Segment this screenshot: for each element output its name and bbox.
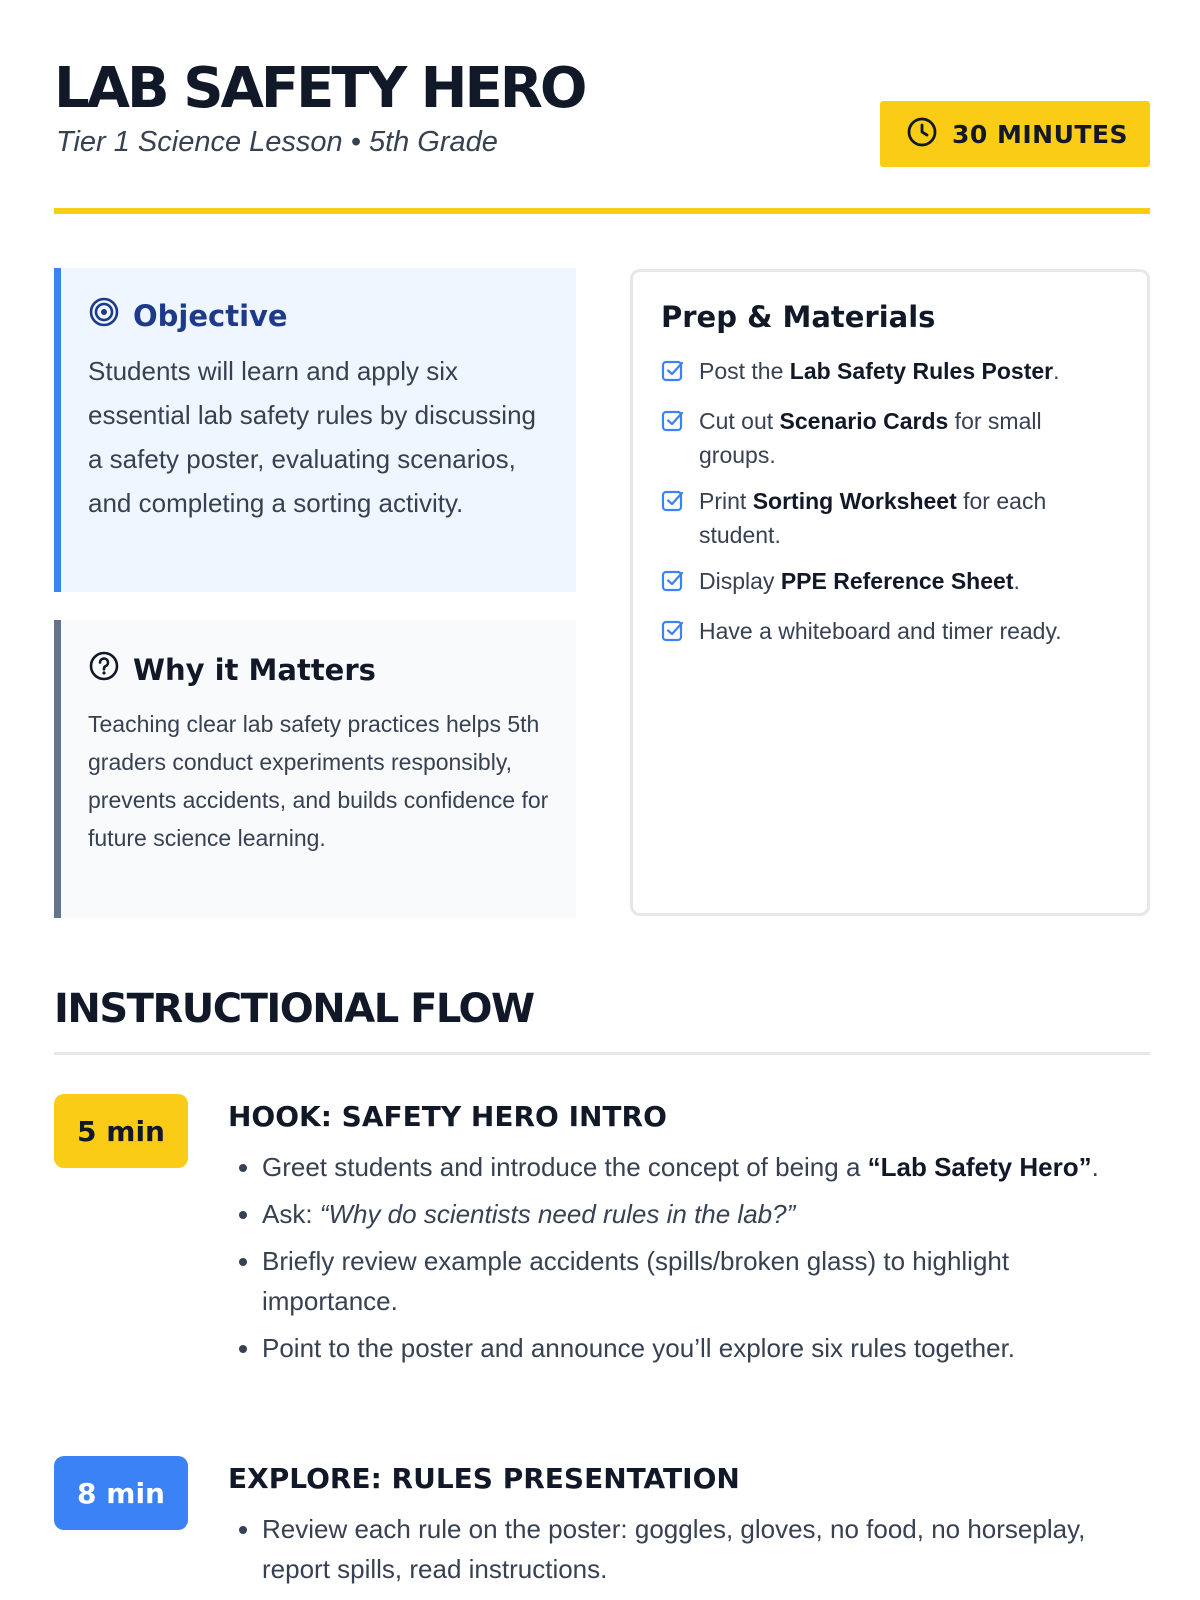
duration-label: 30 MINUTES <box>952 119 1129 149</box>
objective-card <box>54 268 576 592</box>
prep-item-text: Post the Lab Safety Rules Poster. <box>699 358 1060 384</box>
checkbox-checked-icon <box>661 618 687 652</box>
checkbox-checked-icon <box>661 408 687 472</box>
prep-heading: Prep & Materials <box>661 300 936 334</box>
clock-icon <box>906 116 938 153</box>
prep-materials-card <box>630 269 1150 916</box>
question-circle-icon <box>88 650 120 689</box>
prep-list <box>661 354 1119 652</box>
step-title: EXPLORE: RULES PRESENTATION <box>228 1462 740 1495</box>
prep-item-text: Print Sorting Worksheet for each student. <box>699 488 1047 548</box>
prep-item <box>661 354 1119 392</box>
header-divider <box>54 208 1150 214</box>
prep-item <box>661 484 1119 552</box>
instructional-flow-heading: INSTRUCTIONAL FLOW <box>54 986 534 1032</box>
why-heading-text: Why it Matters <box>133 652 376 687</box>
step-bullet: • Review each rule on the poster: goggles, gloves, no food, no horseplay, report spills, read instructions. <box>262 1509 1128 1589</box>
prep-item-text: Have a whiteboard and timer ready. <box>699 618 1062 644</box>
why-heading <box>88 650 550 689</box>
checkbox-checked-icon <box>661 568 687 602</box>
prep-item <box>661 564 1119 602</box>
checkbox-checked-icon <box>661 358 687 392</box>
page-subtitle: Tier 1 Science Lesson • 5th Grade <box>56 126 498 158</box>
step-bullets <box>228 1147 1128 1368</box>
why-it-matters-card <box>54 620 576 918</box>
step-bullet: • Briefly review example accidents (spills/broken glass) to highlight importance. <box>262 1241 1128 1321</box>
objective-body: Students will learn and apply six essential lab safety rules by discussing a safety poster, evaluating scenarios, and completing a sorting activity. <box>88 356 537 518</box>
checkbox-checked-icon <box>661 488 687 552</box>
page-title: LAB SAFETY HERO <box>54 56 585 121</box>
step-bullet: • Ask: “Why do scientists need rules in the lab?” <box>262 1194 1128 1234</box>
prep-item-text: Cut out Scenario Cards for small groups. <box>699 408 1042 468</box>
step-bullets <box>228 1509 1128 1589</box>
step-duration-badge: 5 min <box>54 1094 188 1168</box>
prep-item-text: Display PPE Reference Sheet. <box>699 568 1020 594</box>
objective-heading <box>88 296 550 335</box>
header <box>54 0 1150 216</box>
flow-divider <box>54 1052 1150 1055</box>
duration-badge <box>880 101 1150 167</box>
lesson-plan-page <box>54 0 1150 1600</box>
step-bullet: • Greet students and introduce the concept of being a “Lab Safety Hero”. <box>262 1147 1128 1187</box>
step-duration-badge: 8 min <box>54 1456 188 1530</box>
why-body: Teaching clear lab safety practices helps 5th graders conduct experiments responsibly, prevents accidents, and builds confidence for future science learning. <box>88 711 549 851</box>
step-bullet: • Point to the poster and announce you’ll explore six rules together. <box>262 1328 1128 1368</box>
target-icon <box>88 296 120 335</box>
prep-item <box>661 614 1119 652</box>
objective-heading-text: Objective <box>133 298 288 333</box>
step-title: HOOK: SAFETY HERO INTRO <box>228 1100 667 1133</box>
step-content <box>228 1094 1128 1375</box>
step-content <box>228 1456 1128 1596</box>
prep-item <box>661 404 1119 472</box>
